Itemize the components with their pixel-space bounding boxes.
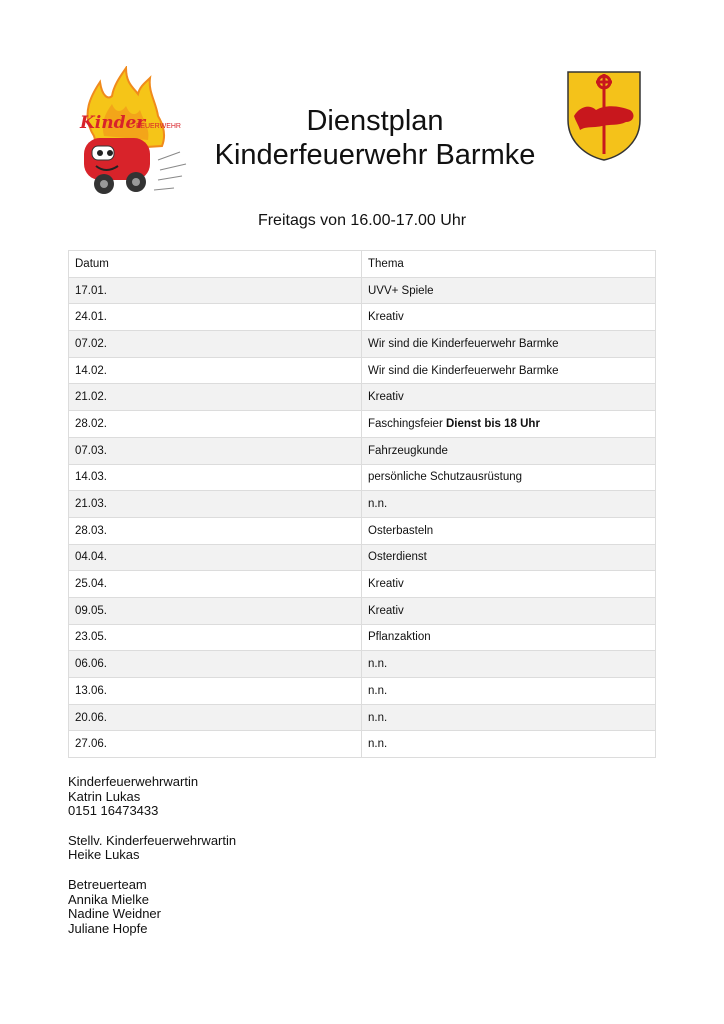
topic-cell [362, 651, 656, 678]
date-cell: 09.05. [69, 597, 362, 624]
table-row [69, 277, 656, 304]
contact-spacer [68, 863, 236, 878]
topic-cell [362, 304, 656, 331]
logo-word-feuerwehr: FEUERWEHR [136, 123, 181, 130]
contact-role: Kinderfeuerwehrwartin [68, 774, 199, 789]
contact-line: Katrin Lukas [68, 788, 141, 804]
topic-text: Fahrzeugkunde [368, 444, 448, 457]
topic-cell [362, 731, 656, 758]
table-row [69, 678, 656, 705]
topic-text: Osterbasteln [368, 524, 434, 537]
title-line-1: Dienstplan [306, 105, 444, 137]
date-cell: 24.01. [69, 304, 362, 331]
date-cell: 13.06. [69, 678, 362, 705]
date-cell: 28.03. [69, 517, 362, 544]
topic-text: n.n. [368, 711, 388, 724]
topic-cell [362, 678, 656, 705]
topic-cell [362, 517, 656, 544]
topic-cell [362, 544, 656, 571]
table-row [69, 384, 656, 411]
table-header-row [69, 251, 656, 278]
date-cell: 21.03. [69, 491, 362, 518]
contact-role: Betreuerteam [68, 876, 147, 892]
table-row [69, 651, 656, 678]
date-cell: 23.05. [69, 624, 362, 651]
contact-line: Heike Lukas [68, 847, 140, 863]
logo-word-kinder: Kinder [80, 113, 146, 133]
page-title [200, 104, 550, 172]
table-row [69, 491, 656, 518]
table-row [69, 704, 656, 731]
topic-cell [362, 277, 656, 304]
topic-cell [362, 464, 656, 491]
contact-line: Annika Mielke [68, 891, 149, 907]
topic-emphasis: Dienst bis 18 Uhr [445, 417, 540, 430]
topic-text: n.n. [368, 498, 388, 511]
topic-text: UVV+ Spiele [368, 284, 434, 297]
date-cell: 25.04. [69, 571, 362, 598]
table-row [69, 331, 656, 358]
topic-text: Pflanzaktion [368, 631, 431, 644]
date-cell: 27.06. [69, 731, 362, 758]
date-cell: 06.06. [69, 651, 362, 678]
date-cell: 20.06. [69, 704, 362, 731]
table-row [69, 571, 656, 598]
table-row [69, 731, 656, 758]
contact-spacer [68, 819, 236, 834]
title-line-2: Kinderfeuerwehr Barmke [214, 139, 536, 171]
topic-text: Osterdienst [368, 551, 427, 564]
date-cell: 21.02. [69, 384, 362, 411]
date-cell: 04.04. [69, 544, 362, 571]
table-row [69, 597, 656, 624]
topic-cell [362, 357, 656, 384]
motion-lines [154, 152, 186, 190]
date-cell: 14.02. [69, 357, 362, 384]
contact-line: 0151 16473433 [68, 803, 159, 819]
column-header-topic: Thema [362, 251, 656, 278]
table-row [69, 411, 656, 438]
table-row [69, 464, 656, 491]
topic-cell [362, 597, 656, 624]
coat-of-arms-icon [566, 70, 642, 162]
topic-cell [362, 571, 656, 598]
contact-role: Stellv. Kinderfeuerwehrwartin [68, 832, 237, 848]
fire-truck-mascot [84, 138, 150, 194]
contact-line: Juliane Hopfe [68, 920, 148, 936]
topic-cell [362, 331, 656, 358]
table-row [69, 544, 656, 571]
date-cell: 28.02. [69, 411, 362, 438]
topic-cell [362, 384, 656, 411]
topic-text: n.n. [368, 738, 388, 751]
topic-text: Kreativ [368, 604, 404, 617]
topic-cell [362, 437, 656, 464]
topic-text: n.n. [368, 684, 388, 697]
date-cell: 14.03. [69, 464, 362, 491]
table-row [69, 437, 656, 464]
topic-cell [362, 411, 656, 438]
contact-line: Nadine Weidner [68, 906, 161, 922]
topic-text: Wir sind die Kinderfeuerwehr Barmke [368, 364, 559, 377]
table-row [69, 357, 656, 384]
topic-text: Kreativ [368, 311, 404, 324]
table-row [69, 304, 656, 331]
table-row [69, 517, 656, 544]
topic-text: persönliche Schutzausrüstung [368, 471, 523, 484]
topic-text: Wir sind die Kinderfeuerwehr Barmke [368, 337, 559, 350]
topic-text: Faschingsfeier [368, 417, 446, 430]
kinderfeuerwehr-logo [74, 66, 192, 202]
date-cell: 07.03. [69, 437, 362, 464]
column-header-date: Datum [69, 251, 362, 278]
topic-cell [362, 624, 656, 651]
topic-cell [362, 491, 656, 518]
topic-text: Kreativ [368, 578, 404, 591]
date-cell: 17.01. [69, 277, 362, 304]
contact-section [68, 775, 236, 936]
date-cell: 07.02. [69, 331, 362, 358]
schedule-table [68, 250, 656, 758]
topic-text: Kreativ [368, 391, 404, 404]
table-row [69, 624, 656, 651]
schedule-subtitle: Freitags von 16.00-17.00 Uhr [257, 212, 467, 229]
topic-cell [362, 704, 656, 731]
topic-text: n.n. [368, 658, 388, 671]
